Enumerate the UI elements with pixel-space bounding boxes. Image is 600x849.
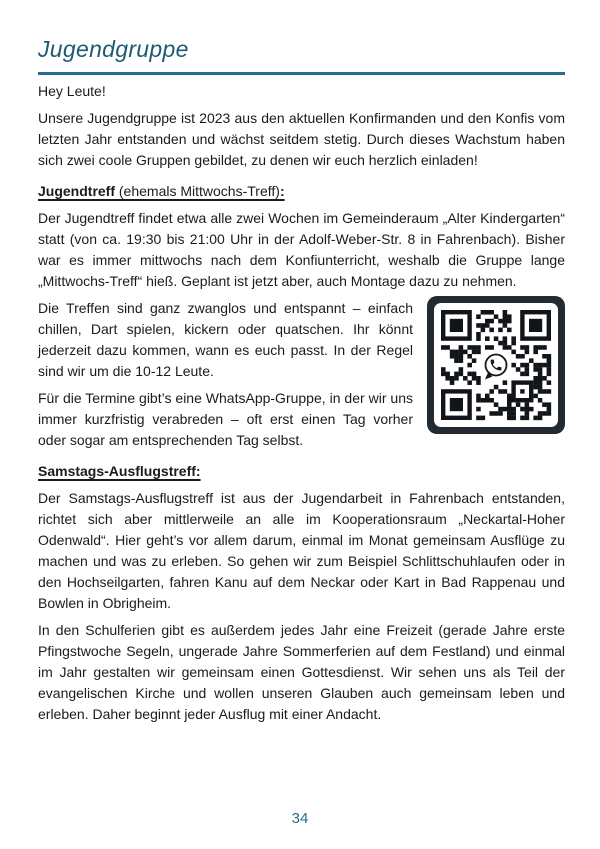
jugendtreff-paragraph-3: Für die Termine gibt’s eine WhatsApp-Gruppe, in der wir uns immer kurzfristig verabreden – oft erst einen Tag vorher oder sogar am entsprechenden Tag selbst. bbox=[38, 390, 413, 448]
ausflugstreff-paragraph-1: Der Samstags-Ausflugstreff ist aus der Jugendarbeit in Fahrenbach entstanden, richtet sich aber mittlerweile an alle im Kooperationsraum „Neckartal-Hoher Odenwald“. Hier geht’s vor allem darum, einmal im Monat gemeinsam Ausflüge zu machen und was zu erleben. So gehen wir zum Beispiel Schlittschuhlaufen oder in den Hochseilgarten, fahren Kanu auf dem Neckar oder Kart in Bad Rappenau und Bowlen in Obrigheim. bbox=[38, 490, 565, 611]
qr-code-svg bbox=[427, 296, 565, 434]
page-number: 34 bbox=[291, 810, 309, 827]
section-heading-jugendtreff bbox=[38, 181, 565, 202]
jugendtreff-paragraph-2: Die Treffen sind ganz zwanglos und entspannt – einfach chillen, Dart spielen, kickern oder quatschen. Ihr könnt jederzeit dazu kommen, wann es euch passt. In der Regel sind wir um die 10-12 Leute. bbox=[38, 300, 413, 379]
jugendtreff-paragraph-1: Der Jugendtreff findet etwa alle zwei Wochen im Gemeinderaum „Alter Kindergarten“ statt (von ca. 19:30 bis 21:00 Uhr in der Adolf-Weber-Str. 8 in Fahrenbach). Bisher war es immer mittwochs nach dem Konfiunterricht, weshalb die Gruppe lange „Mittwochs-Treff“ hieß. Geplant ist jetzt aber, auch Montage dazu zu nehmen. bbox=[38, 210, 565, 289]
heading-note-text: (ehemals Mittwochs-Treff) bbox=[115, 183, 280, 199]
section-heading-samstags-ausflugstreff bbox=[38, 461, 565, 482]
page-body bbox=[38, 81, 565, 725]
heading-text: Samstags-Ausflugstreff: bbox=[38, 463, 201, 479]
heading-colon: : bbox=[279, 183, 285, 199]
ausflugstreff-paragraph-2: In den Schulferien gibt es außerdem jedes Jahr eine Freizeit (gerade Jahre erste Pfingstwoche Segeln, ungerade Jahre Sommerferien auf dem Festland) und einmal im Jahr gestalten wir gemeinsam einen Gottesdienst. Wir sehen uns als Teil der evangelischen Kirche und wollen unseren Glauben auch gemeinsam leben und erleben. Daher beginnt jeder Ausflug mit einer Andacht. bbox=[38, 622, 565, 722]
page-title: Jugendgruppe bbox=[38, 36, 565, 75]
heading-main-text: Jugendtreff bbox=[38, 183, 115, 199]
intro-paragraph: Unsere Jugendgruppe ist 2023 aus den aktuellen Konfirmanden und den Konfis vom letzten Jahr entstanden und wächst seitdem stetig. Durch dieses Wachstum haben sich zwei coole Gruppen gebildet, zu denen wir euch herzlich einladen! bbox=[38, 110, 565, 168]
whatsapp-qr-code bbox=[427, 296, 565, 434]
greeting-text: Hey Leute! bbox=[38, 83, 106, 99]
